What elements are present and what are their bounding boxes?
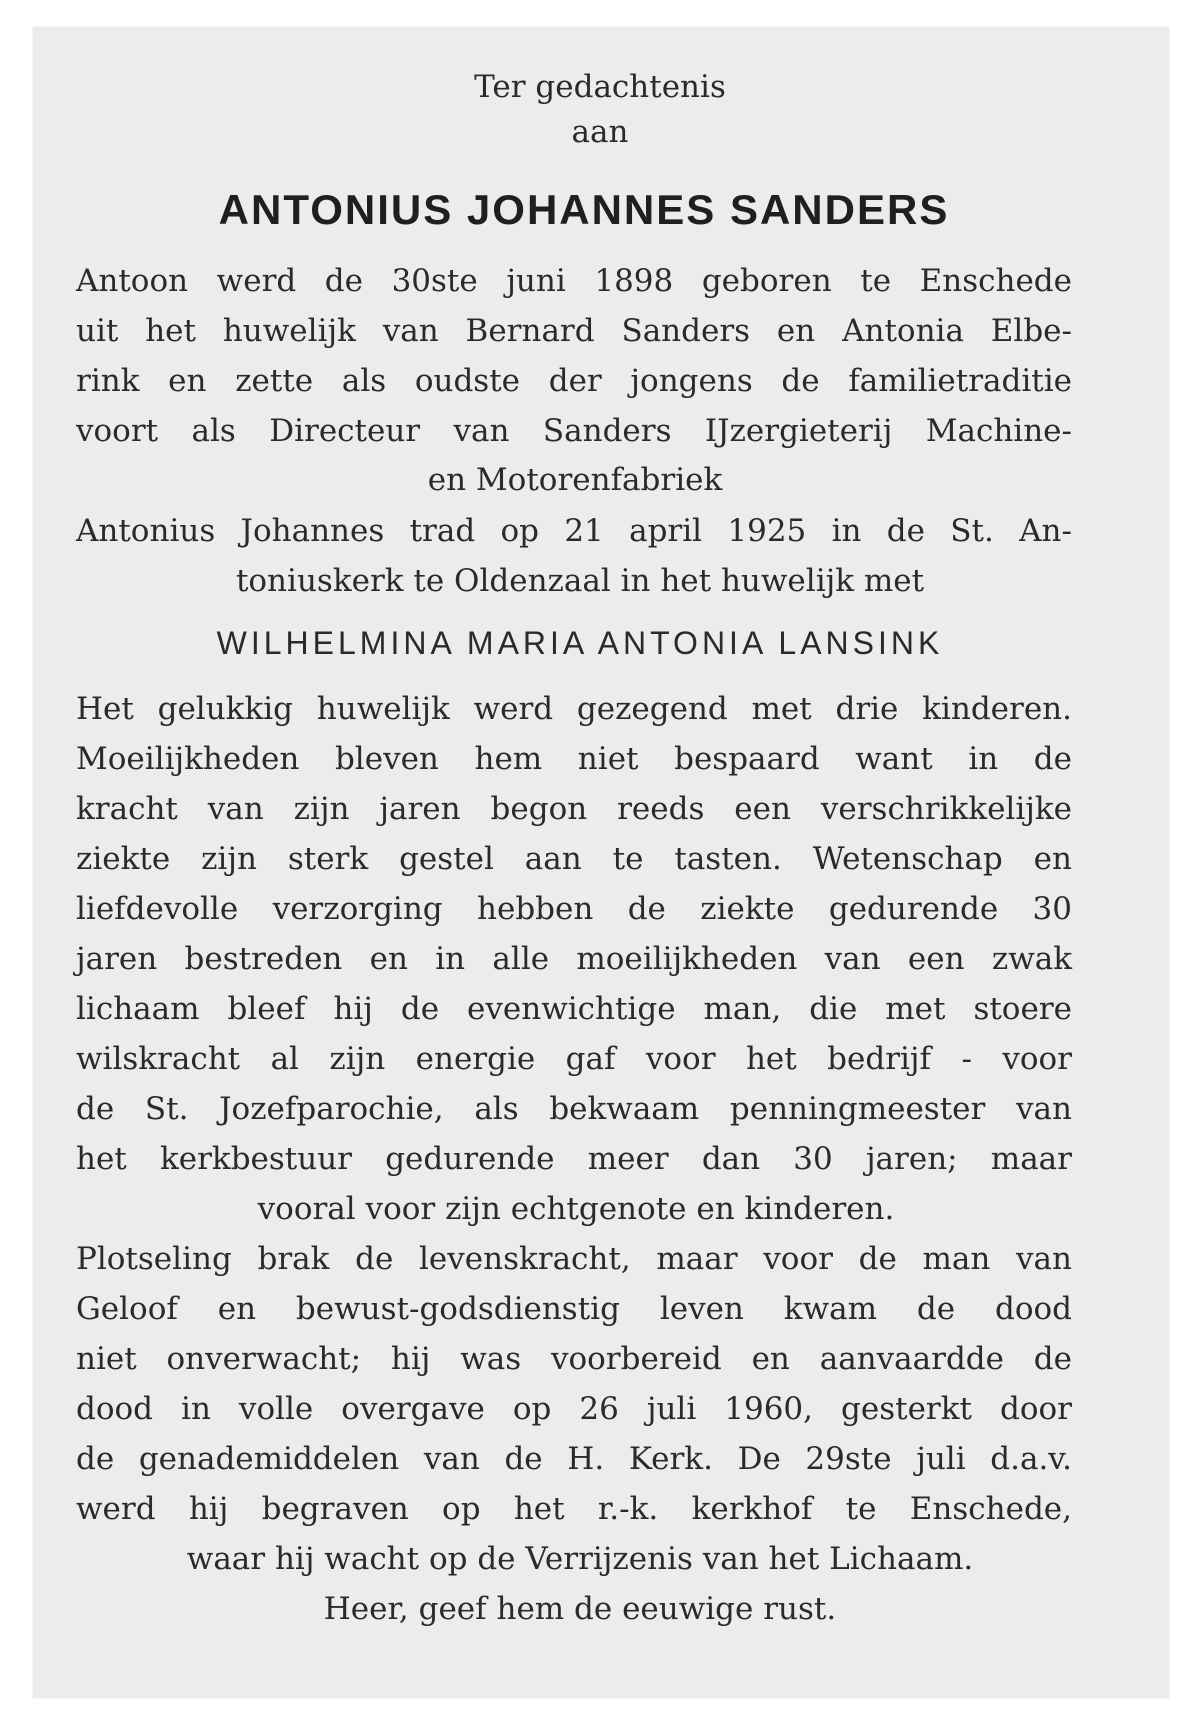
death-line-5: de genademiddelen van de H. Kerk. De 29ste juli d.a.v. — [76, 1441, 1072, 1477]
life-line-9: de St. Jozefparochie, als bekwaam penningmeester van — [76, 1091, 1072, 1127]
death-line-1: Plotseling brak de levenskracht, maar voor de man van — [76, 1241, 1072, 1277]
marriage-line-1: Antonius Johannes trad op 21 april 1925 in de St. An- — [76, 513, 1072, 549]
heading-in-memory: Ter gedachtenis — [474, 69, 726, 105]
death-line-6: werd hij begraven op het r.-k. kerkhof te Enschede, — [76, 1491, 1072, 1527]
birth-line-4: voort als Directeur van Sanders IJzergieterij Machine- — [76, 413, 1072, 449]
life-line-2: Moeilijkheden bleven hem niet bespaard want in de — [76, 741, 1072, 777]
death-line-3: niet onverwacht; hij was voorbereid en aanvaardde de — [76, 1341, 1072, 1377]
life-line-5: liefdevolle verzorging hebben de ziekte gedurende 30 — [76, 891, 1072, 927]
birth-line-5: en Motorenfabriek — [427, 462, 723, 498]
marriage-line-2: toniuskerk te Oldenzaal in het huwelijk met — [235, 563, 925, 599]
life-line-1: Het gelukkig huwelijk werd gezegend met drie kinderen. — [76, 691, 1072, 727]
birth-line-3: rink en zette als oudste der jongens de familietraditie — [76, 363, 1072, 399]
death-line-4: dood in volle overgave op 26 juli 1960, gesterkt door — [76, 1391, 1072, 1427]
life-line-7: lichaam bleef hij de evenwichtige man, die met stoere — [76, 991, 1072, 1027]
life-line-3: kracht van zijn jaren begon reeds een verschrikkelijke — [76, 791, 1072, 827]
life-line-11: vooral voor zijn echtgenote en kinderen. — [257, 1191, 895, 1227]
life-line-8: wilskracht al zijn energie gaf voor het bedrijf - voor — [76, 1041, 1072, 1077]
birth-line-2: uit het huwelijk van Bernard Sanders en Antonia Elbe- — [76, 313, 1072, 349]
life-line-4: ziekte zijn sterk gestel aan te tasten. Wetenschap en — [76, 841, 1072, 877]
birth-line-1: Antoon werd de 30ste juni 1898 geboren te Enschede — [76, 263, 1072, 299]
heading-to: aan — [571, 114, 629, 150]
deceased-name: ANTONIUS JOHANNES SANDERS — [218, 186, 950, 233]
death-line-2: Geloof en bewust-godsdienstig leven kwam de dood — [76, 1291, 1072, 1327]
closing-prayer: Heer, geef hem de eeuwige rust. — [323, 1591, 837, 1627]
life-line-10: het kerkbestuur gedurende meer dan 30 jaren; maar — [76, 1141, 1072, 1177]
spouse-name: WILHELMINA MARIA ANTONIA LANSINK — [216, 625, 944, 661]
death-line-7: waar hij wacht op de Verrijzenis van het Lichaam. — [186, 1541, 974, 1577]
life-line-6: jaren bestreden en in alle moeilijkheden van een zwak — [76, 941, 1072, 977]
